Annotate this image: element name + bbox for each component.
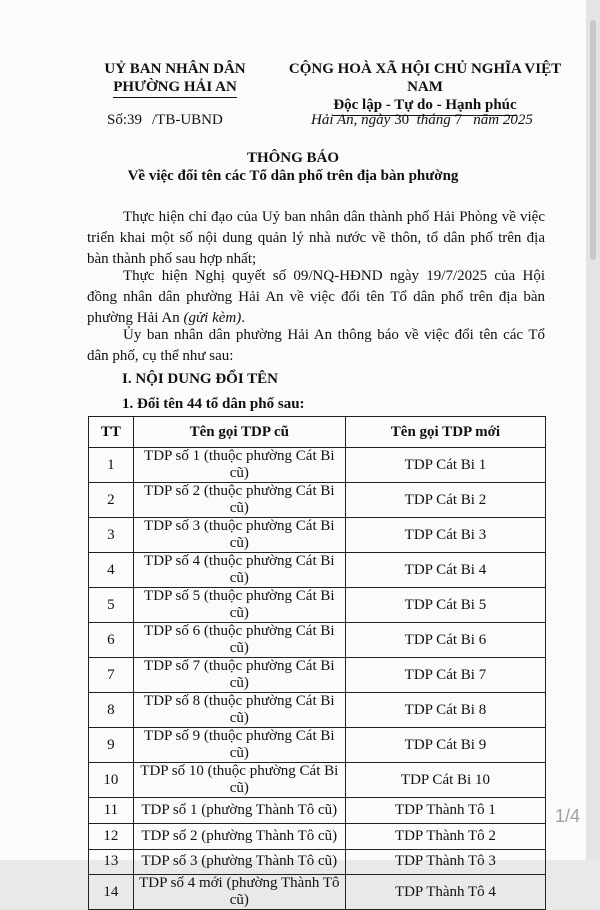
table-row (89, 553, 546, 588)
cell-new-name: TDP Cát Bi 10 (345, 763, 545, 798)
document-title: THÔNG BÁO (246, 150, 340, 166)
cell-new-name: TDP Cát Bi 9 (345, 728, 545, 763)
header-tt: TT (89, 417, 134, 448)
cell-old-name: TDP số 7 (thuộc phường Cát Bi cũ) (133, 658, 345, 693)
paragraph-1: Thực hiện chỉ đạo của Uỷ ban nhân dân thành phố Hải Phòng về việc triển khai một số nội dung quản lý nhà nước về thôn, tổ dân phố trên địa bàn thành phố sau hợp nhất; (87, 209, 545, 267)
national-motto (270, 60, 580, 116)
cell-tt: 4 (89, 553, 134, 588)
page-indicator: 1/4 (554, 806, 580, 826)
vertical-scrollbar[interactable] (586, 0, 600, 860)
table-row (89, 658, 546, 693)
table-row (89, 588, 546, 623)
cell-old-name: TDP số 1 (phường Thành Tô cũ) (133, 798, 345, 824)
cell-new-name: TDP Thành Tô 4 (345, 875, 545, 910)
cell-old-name: TDP số 3 (thuộc phường Cát Bi cũ) (133, 518, 345, 553)
cell-new-name: TDP Thành Tô 2 (345, 823, 545, 849)
cell-old-name: TDP số 2 (phường Thành Tô cũ) (133, 823, 345, 849)
table-row (89, 763, 546, 798)
cell-new-name: TDP Thành Tô 1 (345, 798, 545, 824)
table-row (89, 728, 546, 763)
cell-new-name: TDP Cát Bi 8 (345, 693, 545, 728)
authority-line-1: UỶ BAN NHÂN DÂN (104, 61, 246, 77)
cell-new-name: TDP Thành Tô 3 (345, 849, 545, 875)
cell-tt: 9 (89, 728, 134, 763)
cell-new-name: TDP Cát Bi 6 (345, 623, 545, 658)
table-row (89, 849, 546, 875)
document-subtitle: Về việc đổi tên các Tổ dân phố trên địa bàn phường (127, 168, 459, 184)
cell-tt: 11 (89, 798, 134, 824)
paragraph-3: Ủy ban nhân dân phường Hải An thông báo về việc đổi tên các Tổ dân phố, cụ thể như sau: (87, 327, 545, 364)
table-row (89, 518, 546, 553)
rename-table (88, 416, 546, 910)
cell-tt: 7 (89, 658, 134, 693)
cell-new-name: TDP Cát Bi 5 (345, 588, 545, 623)
cell-old-name: TDP số 1 (thuộc phường Cát Bi cũ) (133, 448, 345, 483)
cell-new-name: TDP Cát Bi 3 (345, 518, 545, 553)
table-row (89, 448, 546, 483)
cell-tt: 8 (89, 693, 134, 728)
cell-old-name: TDP số 9 (thuộc phường Cát Bi cũ) (133, 728, 345, 763)
header-old-name: Tên gọi TDP cũ (133, 417, 345, 448)
cell-old-name: TDP số 3 (phường Thành Tô cũ) (133, 849, 345, 875)
cell-old-name: TDP số 6 (thuộc phường Cát Bi cũ) (133, 623, 345, 658)
table-row (89, 483, 546, 518)
country-name: CỘNG HOÀ XÃ HỘI CHỦ NGHĨA VIỆT NAM (288, 61, 562, 95)
cell-tt: 12 (89, 823, 134, 849)
subsection-heading: 1. Đổi tên 44 tổ dân phố sau: (122, 396, 305, 412)
table-row (89, 823, 546, 849)
cell-new-name: TDP Cát Bi 2 (345, 483, 545, 518)
cell-new-name: TDP Cát Bi 7 (345, 658, 545, 693)
cell-tt: 14 (89, 875, 134, 910)
cell-tt: 10 (89, 763, 134, 798)
cell-old-name: TDP số 5 (thuộc phường Cát Bi cũ) (133, 588, 345, 623)
scrollbar-thumb[interactable] (590, 20, 596, 260)
document-number: Số:39 /TB-UBND (107, 112, 223, 128)
table-row (89, 798, 546, 824)
section-heading: I. NỘI DUNG ĐỔI TÊN (122, 371, 278, 387)
table-row (89, 875, 546, 910)
cell-new-name: TDP Cát Bi 1 (345, 448, 545, 483)
cell-tt: 5 (89, 588, 134, 623)
cell-tt: 1 (89, 448, 134, 483)
issuing-authority (85, 60, 265, 98)
cell-tt: 13 (89, 849, 134, 875)
cell-tt: 3 (89, 518, 134, 553)
cell-old-name: TDP số 4 mới (phường Thành Tô cũ) (133, 875, 345, 910)
cell-tt: 6 (89, 623, 134, 658)
header-new-name: Tên gọi TDP mới (345, 417, 545, 448)
paragraph-2: Thực hiện Nghị quyết số 09/NQ-HĐND ngày 19/7/2025 của Hội đồng nhân dân phường Hải An về việc đổi tên Tổ dân phố trên địa bàn phường Hải An (gửi kèm). (87, 268, 545, 326)
motto: Độc lập - Tự do - Hạnh phúc (333, 96, 516, 116)
cell-old-name: TDP số 8 (thuộc phường Cát Bi cũ) (133, 693, 345, 728)
cell-old-name: TDP số 4 (thuộc phường Cát Bi cũ) (133, 553, 345, 588)
cell-tt: 2 (89, 483, 134, 518)
table-header-row (89, 417, 546, 448)
cell-new-name: TDP Cát Bi 4 (345, 553, 545, 588)
document-date: Hải An, ngày 30 tháng 7 năm 2025 (311, 112, 533, 128)
authority-line-2: PHƯỜNG HẢI AN (113, 78, 237, 98)
table-row (89, 623, 546, 658)
cell-old-name: TDP số 10 (thuộc phường Cát Bi cũ) (133, 763, 345, 798)
cell-old-name: TDP số 2 (thuộc phường Cát Bi cũ) (133, 483, 345, 518)
table-row (89, 693, 546, 728)
